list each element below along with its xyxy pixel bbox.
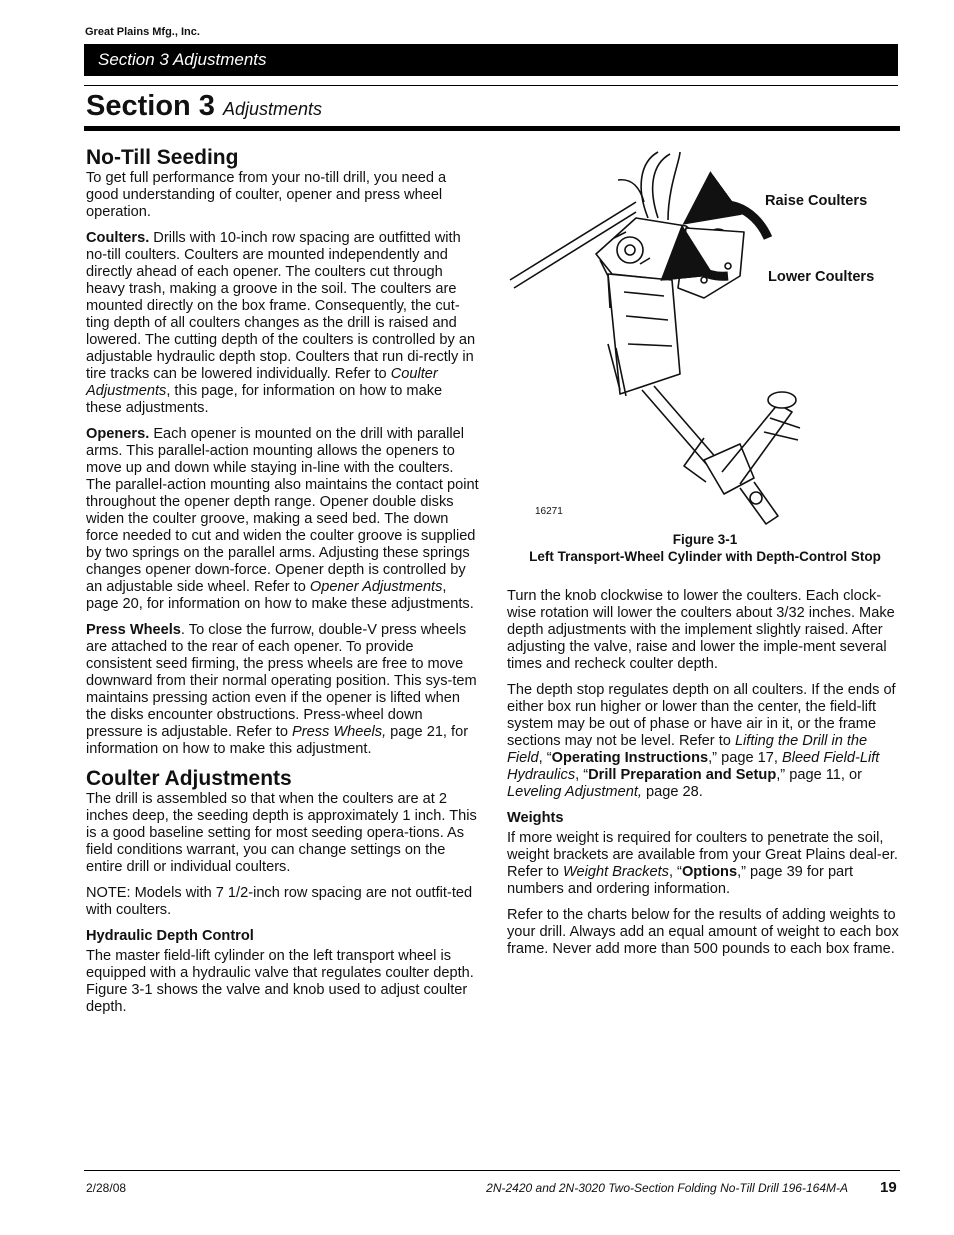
section-rule	[84, 126, 900, 131]
heading-weights: Weights	[507, 810, 564, 826]
openers-paragraph	[86, 426, 480, 613]
openers-label: Openers.	[86, 426, 150, 442]
note-paragraph: NOTE: Models with 7 1/2-inch row spacing are not outfit-ted with coulters.	[86, 885, 473, 918]
weights-paragraph	[507, 830, 902, 898]
callout-raise-coulters: Raise Coulters	[765, 193, 868, 209]
callout-lower-coulters: Lower Coulters	[768, 269, 875, 285]
depth-text: The depth stop regulates depth on all coulters. If the ends of either box run higher or lower than the center, the field-lift system may be out of phase or have air in it, or the frame sections may not be level. Refer to	[507, 682, 896, 749]
weight-brackets-ref: Weight Brackets	[562, 864, 669, 880]
knob-paragraph: Turn the knob clockwise to lower the coulters. Each clock-wise rotation will lower the coulters about 3/32 inches. Make depth adjustments with the implement slightly raised. After adjusting the valve, raise and lower the imple-ment several times and recheck coulter depth.	[507, 588, 895, 672]
depth-text-sep-4: ,” page 11, or	[776, 767, 862, 783]
section-header-bar: Section 3 Adjustments	[84, 44, 898, 76]
openers-text: Each opener is mounted on the drill with parallel arms. This parallel-action mounting allows the openers to move up and down while staying in-line with the coulters. The parallel-action mounting also maintains the contact point throughout the opener depth range. Opener double disks widen the coulter groove, making a seed bed. The down force needed to cut and widen the coulter groove is supplied by two springs on the parallel arms. Adjusting these springs changes opener down-force. Opener depth is controlled by an adjustable side wheel. Refer to	[86, 426, 479, 595]
opener-adjustments-ref: Opener Adjustments	[309, 579, 443, 595]
figure-caption-title: Left Transport-Wheel Cylinder with Depth-Control Stop	[529, 549, 881, 564]
intro-paragraph: To get full performance from your no-till drill, you need a good understanding of coulter, opener and press wheel operation.	[86, 170, 447, 220]
heading-coulter-adjustments: Coulter Adjustments	[86, 767, 292, 790]
heading-hydraulic-depth-control: Hydraulic Depth Control	[86, 928, 254, 944]
company-name: Great Plains Mfg., Inc.	[85, 26, 200, 38]
bleed-hydraulics-ref: Bleed Field-Lift Hydraulics	[507, 750, 880, 783]
coulters-text: Drills with 10-inch row spacing are outfitted with no-till coulters. Coulters are mounted independently and directly ahead of each opener. The coulters cut through heavy trash, making a groove in the soil. The coulters are mounted directly on the box frame. Consequently, the cut-ting depth of all coulters changes as the drill is raised and lowered. The cutting depth of the coulters is controlled by an adjustable hydraulic depth stop. Coulters that run di-rectly in tire tracks can be lowered individually. Refer to	[86, 230, 476, 382]
heading-no-till-seeding: No-Till Seeding	[86, 146, 239, 169]
depth-text-sep-3: , “	[575, 767, 589, 783]
footer-date: 2/28/08	[86, 1181, 127, 1195]
press-wheels-label: Press Wheels	[86, 622, 181, 638]
press-wheels-text: . To close the furrow, double-V press wheels are attached to the rear of each opener. To provide consistent seed firming, the press wheels are free to move downward from their normal operating position. This sys-tem maintains pressing action even if the opener is lifted when the disks encounter obstructions. Press-wheel down pressure is adjustable. Refer to	[86, 622, 477, 740]
lifting-drill-ref: Lifting the Drill in the Field	[507, 733, 868, 766]
left-column	[86, 146, 480, 1025]
footer-rule	[84, 1170, 900, 1171]
depth-text-end: page 28.	[641, 784, 703, 800]
page-number: 19	[880, 1179, 897, 1196]
charts-paragraph: Refer to the charts below for the results of adding weights to your drill. Always add an equal amount of weight to each box frame. Never add more than 500 pounds to each box frame.	[507, 907, 899, 957]
coulters-paragraph	[86, 230, 480, 417]
openers-text-end: , page 20, for information on how to make these adjustments.	[86, 579, 474, 612]
figure-image-number: 16271	[535, 506, 563, 517]
depth-stop-paragraph	[507, 682, 902, 801]
coulters-label: Coulters.	[86, 230, 150, 246]
header-rule	[84, 85, 898, 86]
figure-caption-number: Figure 3-1	[672, 532, 738, 547]
depth-text-sep-1: , “	[538, 750, 552, 766]
coulter-adjustments-paragraph: The drill is assembled so that when the coulters are at 2 inches deep, the seeding depth is approximately 1 inch. This is a good baseline setting for most seeding opera-tions. As field conditions warrant, you can change settings on the entire drill or individual coulters.	[86, 791, 477, 875]
options-ref: Options	[681, 864, 738, 880]
footer-manual-title: 2N-2420 and 2N-3020 Two-Section Folding No-Till Drill 196-164M-A	[486, 1181, 848, 1195]
section-heading	[86, 88, 322, 127]
weights-text-end: ,” page 39 for part numbers and ordering information.	[507, 864, 854, 897]
figure-caption	[505, 531, 905, 565]
weights-text: If more weight is required for coulters to penetrate the soil, weight brackets are available from your Great Plains deal-er. Refer to	[507, 830, 898, 880]
press-wheels-ref: Press Wheels,	[292, 724, 387, 740]
coulter-adjustments-ref: Coulter Adjustments	[86, 366, 438, 399]
section-subtitle: Adjustments	[223, 99, 323, 119]
weights-text-sep: , “	[668, 864, 682, 880]
hydraulic-paragraph: The master field-lift cylinder on the left transport wheel is equipped with a hydraulic valve that regulates coulter depth. Figure 3-1 shows the valve and knob used to adjust coulter depth.	[86, 948, 474, 1015]
operating-instructions-ref: Operating Instructions	[551, 750, 709, 766]
section-title: Section 3	[86, 90, 215, 122]
press-wheels-text-end: page 21, for information on how to make this adjustment.	[86, 724, 469, 757]
coulters-text-end: , this page, for information on how to make these adjustments.	[86, 383, 443, 416]
leveling-adjustment-ref: Leveling Adjustment,	[507, 784, 642, 800]
depth-text-sep-2: ,” page 17,	[708, 750, 782, 766]
drill-preparation-ref: Drill Preparation and Setup	[588, 767, 777, 783]
press-wheels-paragraph	[86, 622, 480, 758]
right-column	[507, 588, 902, 967]
